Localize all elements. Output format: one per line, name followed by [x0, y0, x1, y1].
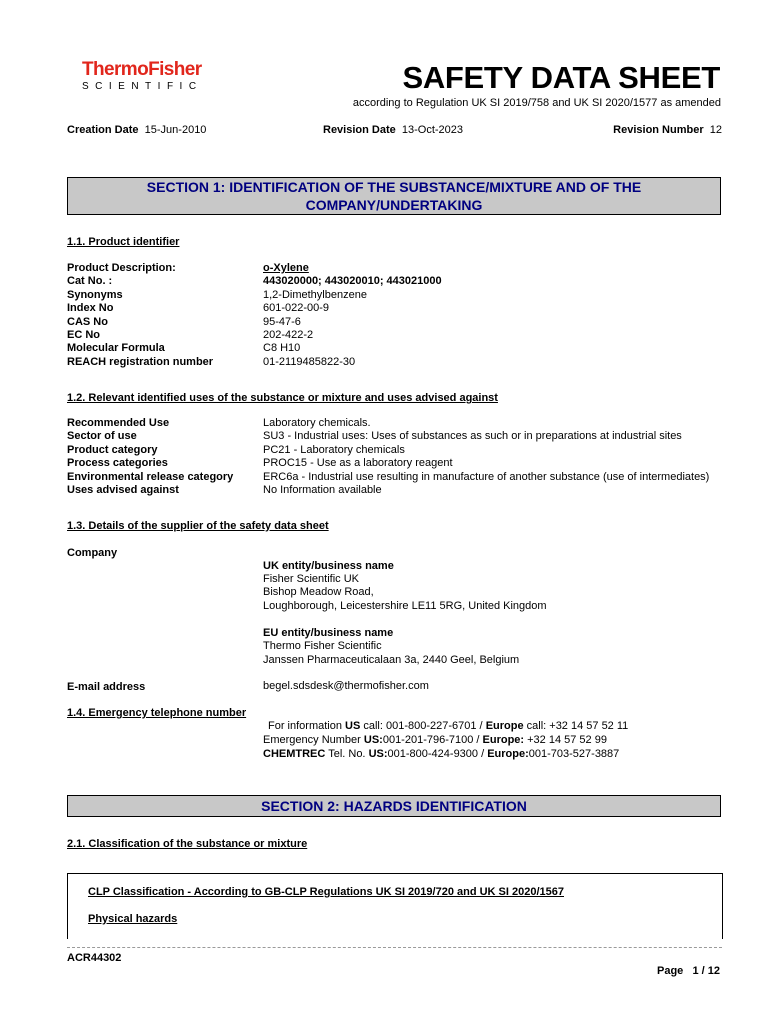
emergency-region: US:	[363, 734, 383, 746]
use-row-value: ERC6a - Industrial use resulting in manufacture of another substance (use of intermediates)	[263, 470, 710, 483]
emergency-text: call: 001-800-227-6701 /	[360, 720, 486, 732]
uses-table	[67, 417, 727, 497]
section-2-header	[67, 795, 721, 817]
revision-number-label: Revision Number	[613, 124, 704, 136]
emergency-text: 001-800-424-9300 /	[387, 748, 488, 760]
emergency-region: Europe	[485, 720, 524, 732]
section-1-header	[67, 177, 721, 215]
uk-entity-heading: UK entity/business name	[263, 560, 394, 572]
creation-date-value: 15-Jun-2010	[144, 124, 207, 136]
eu-entity-name: Thermo Fisher Scientific	[263, 640, 382, 652]
product-row	[67, 262, 727, 275]
product-row	[67, 275, 727, 288]
section-2-title: SECTION 2: HAZARDS IDENTIFICATION	[261, 798, 527, 814]
emergency-number-line	[263, 734, 607, 747]
product-row-label: CAS No	[67, 315, 108, 328]
product-row-value: 95-47-6	[263, 315, 301, 328]
emergency-region: US:	[368, 748, 388, 760]
use-row-label: Process categories	[67, 457, 168, 470]
product-row-value: C8 H10	[263, 342, 301, 355]
creation-date-label: Creation Date	[67, 124, 139, 136]
use-row-value: SU3 - Industrial uses: Uses of substances as such or in preparations at industrial sites	[263, 430, 682, 443]
section-1-title-line1: SECTION 1: IDENTIFICATION OF THE SUBSTANCE/MIXTURE AND OF THE	[146, 179, 642, 195]
page-value: 1 / 12	[692, 965, 720, 977]
footer-document-code: ACR44302	[67, 952, 122, 964]
emergency-region: US	[345, 720, 361, 732]
use-row	[67, 457, 727, 470]
product-row-value: 443020000; 443020010; 443021000	[263, 275, 442, 288]
use-row-value: No Information available	[263, 483, 382, 496]
product-row-label: Product Description:	[67, 262, 176, 274]
product-row-value: 1,2-Dimethylbenzene	[263, 288, 367, 301]
use-row	[67, 471, 727, 484]
revision-date-label: Revision Date	[323, 124, 396, 136]
logo-wordmark: ThermoFisher	[82, 59, 202, 80]
emergency-region: Europe:	[482, 734, 525, 746]
product-row-value: 202-422-2	[263, 328, 314, 341]
subsection-1-4: 1.4. Emergency telephone number	[67, 707, 247, 719]
clp-classification-heading: CLP Classification - According to GB-CLP Regulations UK SI 2019/720 and UK SI 2020/1567	[88, 886, 564, 898]
chemtrec-line	[263, 748, 619, 761]
section-1-title-line2: COMPANY/UNDERTAKING	[305, 197, 483, 213]
email-label: E-mail address	[67, 681, 146, 693]
product-row	[67, 356, 727, 369]
email-value[interactable]: begel.sdsdesk@thermofisher.com	[263, 680, 429, 692]
emergency-text: call: +32 14 57 52 11	[523, 720, 629, 732]
revision-date-value: 13-Oct-2023	[401, 124, 464, 136]
subsection-1-1: 1.1. Product identifier	[67, 236, 180, 248]
use-row-label: Product category	[67, 443, 158, 456]
emergency-text: +32 14 57 52 99	[524, 734, 607, 746]
footer-page-number	[657, 965, 720, 977]
subsection-1-2: 1.2. Relevant identified uses of the substance or mixture and uses advised against	[67, 392, 498, 404]
subsection-1-3: 1.3. Details of the supplier of the safety data sheet	[67, 520, 329, 532]
revision-number-value: 12	[709, 124, 722, 136]
emergency-region: Europe:	[487, 748, 529, 760]
product-row	[67, 302, 727, 315]
thermofisher-logo	[82, 60, 203, 93]
product-row-value: o-Xylene	[263, 262, 309, 274]
physical-hazards-heading: Physical hazards	[88, 913, 178, 925]
product-row-label: EC No	[67, 328, 100, 341]
use-row-value: PC21 - Laboratory chemicals	[263, 443, 405, 456]
logo-subtext: SCIENTIFIC	[82, 81, 203, 92]
emergency-text: 001-201-796-7100 /	[382, 734, 483, 746]
clp-classification-box	[67, 873, 723, 939]
product-row-label: REACH registration number	[67, 355, 214, 368]
subsection-2-1: 2.1. Classification of the substance or mixture	[67, 838, 308, 850]
use-row-value: Laboratory chemicals.	[263, 417, 371, 429]
uk-entity-street: Bishop Meadow Road,	[263, 586, 374, 598]
use-row-label: Environmental release category	[67, 470, 234, 483]
product-row-label: Cat No. :	[67, 275, 113, 288]
page-label: Page	[657, 965, 684, 977]
use-row	[67, 484, 727, 497]
use-row-label: Recommended Use	[67, 417, 170, 429]
emergency-info-line	[268, 720, 628, 733]
company-label: Company	[67, 547, 118, 559]
emergency-region: CHEMTREC	[263, 748, 326, 760]
creation-date	[67, 124, 206, 136]
revision-date	[323, 124, 463, 136]
use-row	[67, 444, 727, 457]
product-row-label: Synonyms	[67, 288, 123, 301]
emergency-text: Emergency Number	[263, 734, 364, 746]
eu-entity-address: Janssen Pharmaceuticalaan 3a, 2440 Geel, Belgium	[263, 654, 520, 666]
product-row	[67, 329, 727, 342]
regulation-subtitle: according to Regulation UK SI 2019/758 and UK SI 2020/1577 as amended	[352, 97, 721, 109]
uk-entity-city: Loughborough, Leicestershire LE11 5RG, United Kingdom	[263, 600, 547, 612]
emergency-text: Tel. No.	[325, 748, 369, 760]
document-title: SAFETY DATA SHEET	[402, 60, 720, 95]
product-row-value: 01-2119485822-30	[263, 355, 356, 368]
use-row	[67, 417, 727, 430]
emergency-text: For information	[268, 720, 346, 732]
product-row-value: 601-022-00-9	[263, 302, 330, 315]
revision-number	[613, 124, 722, 136]
product-row	[67, 316, 727, 329]
use-row	[67, 430, 727, 443]
product-identifier-table	[67, 262, 727, 369]
footer-divider	[67, 947, 722, 948]
use-row-label: Sector of use	[67, 430, 137, 443]
use-row-label: Uses advised against	[67, 483, 179, 496]
use-row-value: PROC15 - Use as a laboratory reagent	[263, 457, 453, 470]
uk-entity-name: Fisher Scientific UK	[263, 573, 359, 585]
eu-entity-heading: EU entity/business name	[263, 627, 394, 639]
product-row	[67, 289, 727, 302]
product-row-label: Index No	[67, 302, 114, 315]
product-row-label: Molecular Formula	[67, 342, 165, 355]
emergency-text: 001-703-527-3887	[528, 748, 620, 760]
product-row	[67, 342, 727, 355]
